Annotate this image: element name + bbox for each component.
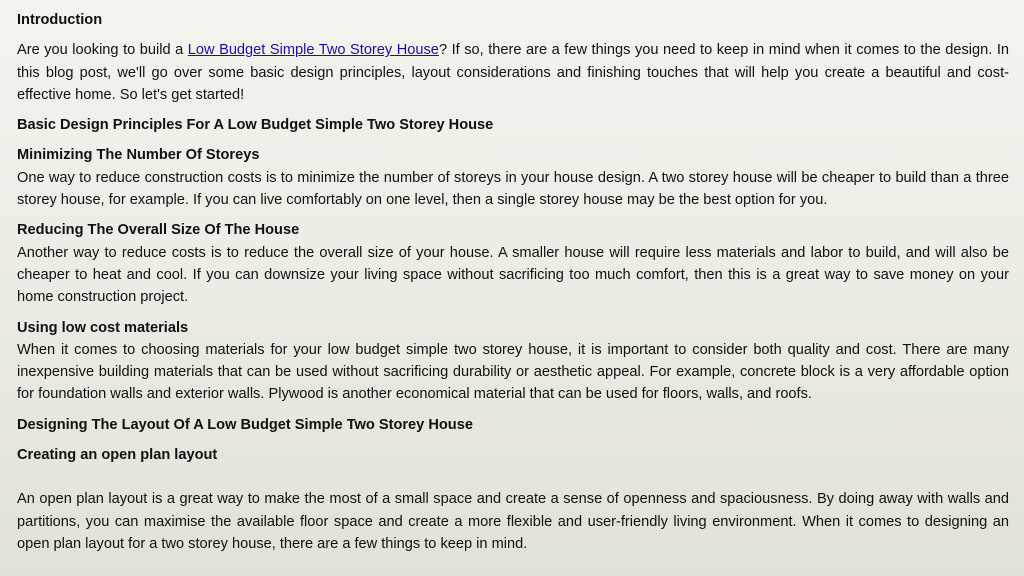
intro-paragraph xyxy=(17,39,1009,106)
paragraph-open-plan: An open plan layout is a great way to make the most of a small space and create a sense of openness and spaciousness. By doing away with walls and partitions, you can maximise the available floor space and create a more flexible and user-friendly living environment. When it comes to designing an open plan layout for a two storey house, there are a few things to keep in mind. xyxy=(17,491,1009,552)
intro-heading: Introduction xyxy=(17,12,103,28)
subheading-open-plan: Creating an open plan layout xyxy=(17,447,218,464)
intro-text-before-link: Are you looking to build a xyxy=(17,42,188,59)
paragraph-minimizing-storeys: One way to reduce construction costs is to minimize the number of storeys in your house design. A two storey house will be cheaper to build than a three storey house, for example. If you can live comfortably on one level, then a single storey house may be the best option for you. xyxy=(17,169,1009,209)
section-heading-design-principles: Basic Design Principles For A Low Budget Simple Two Storey House xyxy=(17,117,494,134)
section-heading-layout: Designing The Layout Of A Low Budget Simple Two Storey House xyxy=(17,416,473,433)
subheading-minimizing-storeys: Minimizing The Number Of Storeys xyxy=(17,147,260,164)
paragraph-low-cost-materials: When it comes to choosing materials for your low budget simple two storey house, it is important to consider both quality and cost. There are many inexpensive building materials that can be used without sacrificing durability or aesthetic appeal. For example, concrete block is a very affordable option for foundation walls and exterior walls. Plywood is another economical material that can be used for floors, walls, and roofs. xyxy=(17,341,1009,403)
subheading-low-cost-materials: Using low cost materials xyxy=(17,319,189,336)
subheading-reducing-size: Reducing The Overall Size Of The House xyxy=(17,222,300,239)
document-body xyxy=(17,9,1009,555)
intro-text-after-link: ? If so, there are a few things you need to keep in mind when it comes to the design. In this blog post, we'll go over some basic design principles, layout considerations and finishing touches that will help you create a beautiful and cost-effective home. So let's get started! xyxy=(17,42,1009,103)
paragraph-reducing-size: Another way to reduce costs is to reduce the overall size of your house. A smaller house will require less materials and labor to build, and will also be cheaper to heat and cool. If you can downsize your living space without sacrificing too much comfort, then this is a great way to save money on your home construction project. xyxy=(17,244,1009,306)
house-link[interactable]: Low Budget Simple Two Storey House xyxy=(187,42,439,59)
